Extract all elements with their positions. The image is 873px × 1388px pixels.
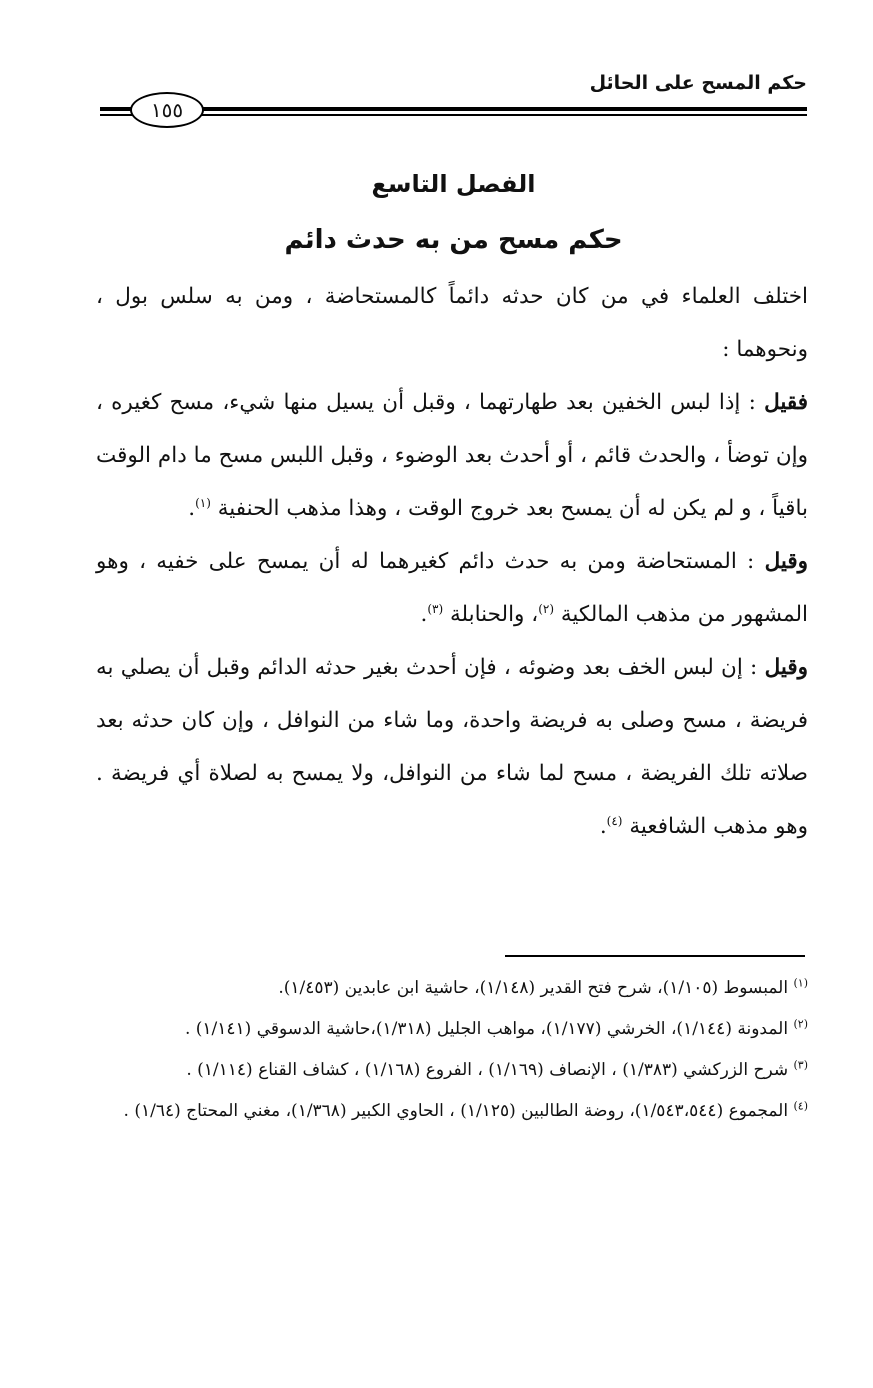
footnote-text: المجموع (١/٥٤٣،٥٤٤)، روضة الطالبين (١/١٢٥) ، الحاوي الكبير (١/٣٦٨)، مغني المحتاج (١/٦٤) . <box>123 1101 789 1121</box>
paragraph-tail: . <box>188 496 196 521</box>
footnote-mark: (٣) <box>793 1058 808 1072</box>
chapter-title: الفصل التاسع <box>371 170 536 198</box>
paragraph-opinion-1 <box>96 376 808 535</box>
footnote-text: شرح الزركشي (١/٣٨٣) ، الإنصاف (١/١٦٩) ، الفروع (١/١٦٨) ، كشاف القناع (١/١١٤) . <box>186 1060 789 1080</box>
paragraph-mid: ، والحنابلة <box>443 602 539 627</box>
page-number: ١٥٥ <box>130 92 204 128</box>
footnote-1 <box>96 968 808 1009</box>
footnote-ref[interactable]: (٢) <box>538 601 555 616</box>
running-header <box>100 62 807 132</box>
footnote-ref[interactable]: (١) <box>195 495 211 510</box>
footnote-separator <box>505 955 805 957</box>
footnote-text: المدونة (١/١٤٤)، الخرشي (١/١٧٧)، مواهب الجليل (١/٣١٨)،حاشية الدسوقي (١/١٤١) . <box>184 1019 789 1039</box>
body-text <box>96 270 808 853</box>
paragraph-text: : إذا لبس الخفين بعد طهارتهما ، وقبل أن يسيل منها شيء، مسح كغيره ، وإن توضأ ، والحدث قائم ، أو أحدث بعد الوضوء ، وقبل اللبس مسح ما دام الوقت باقياً ، و لم يكن له أن يمسح بعد خروج الوقت ، وهذا مذهب الحنفية <box>96 390 808 521</box>
footnote-mark: (٤) <box>793 1099 808 1113</box>
footnote-text: المبسوط (١/١٠٥)، شرح فتح القدير (١/١٤٨)، حاشية ابن عابدين (١/٤٥٣). <box>278 978 789 998</box>
paragraph-text: : المستحاضة ومن به حدث دائم كغيرهما له أن يمسح على خفيه ، وهو المشهور من مذهب المالكية <box>96 549 808 627</box>
footnote-3 <box>96 1050 808 1091</box>
paragraph-lead: وقيل <box>764 549 808 574</box>
paragraph-opinion-2 <box>96 535 808 641</box>
section-title: حكم مسح من به حدث دائم <box>284 225 623 255</box>
footnote-mark: (١) <box>793 976 808 990</box>
footnote-ref[interactable]: (٣) <box>427 601 444 616</box>
header-rule-thin <box>198 114 807 116</box>
paragraph-opinion-3 <box>96 641 808 853</box>
paragraph-intro <box>96 270 808 376</box>
paragraph-text: اختلف العلماء في من كان حدثه دائماً كالمستحاضة ، ومن به سلس بول ، ونحوهما : <box>96 284 808 362</box>
paragraph-lead: فقيل <box>764 390 808 415</box>
paragraph-tail: . <box>599 814 607 839</box>
footnotes <box>96 968 808 1132</box>
footnote-2 <box>96 1009 808 1050</box>
footnote-mark: (٢) <box>793 1017 808 1031</box>
paragraph-text: : إن لبس الخف بعد وضوئه ، فإن أحدث بغير حدثه الدائم وقبل أن يصلي به فريضة ، مسح وصلى به فريضة واحدة، وما شاء من النوافل ، وإن كان حدثه بعد صلاته تلك الفريضة ، مسح لما شاء من النوافل، ولا يمسح به لصلاة أي فريضة . وهو مذهب الشافعية <box>96 655 808 839</box>
header-rule-thick <box>198 107 807 111</box>
running-title: حكم المسح على الحائل <box>589 72 807 94</box>
paragraph-lead: وقيل <box>764 655 808 680</box>
footnote-ref[interactable]: (٤) <box>606 813 623 828</box>
paragraph-tail: . <box>420 602 428 627</box>
footnote-4 <box>96 1091 808 1132</box>
